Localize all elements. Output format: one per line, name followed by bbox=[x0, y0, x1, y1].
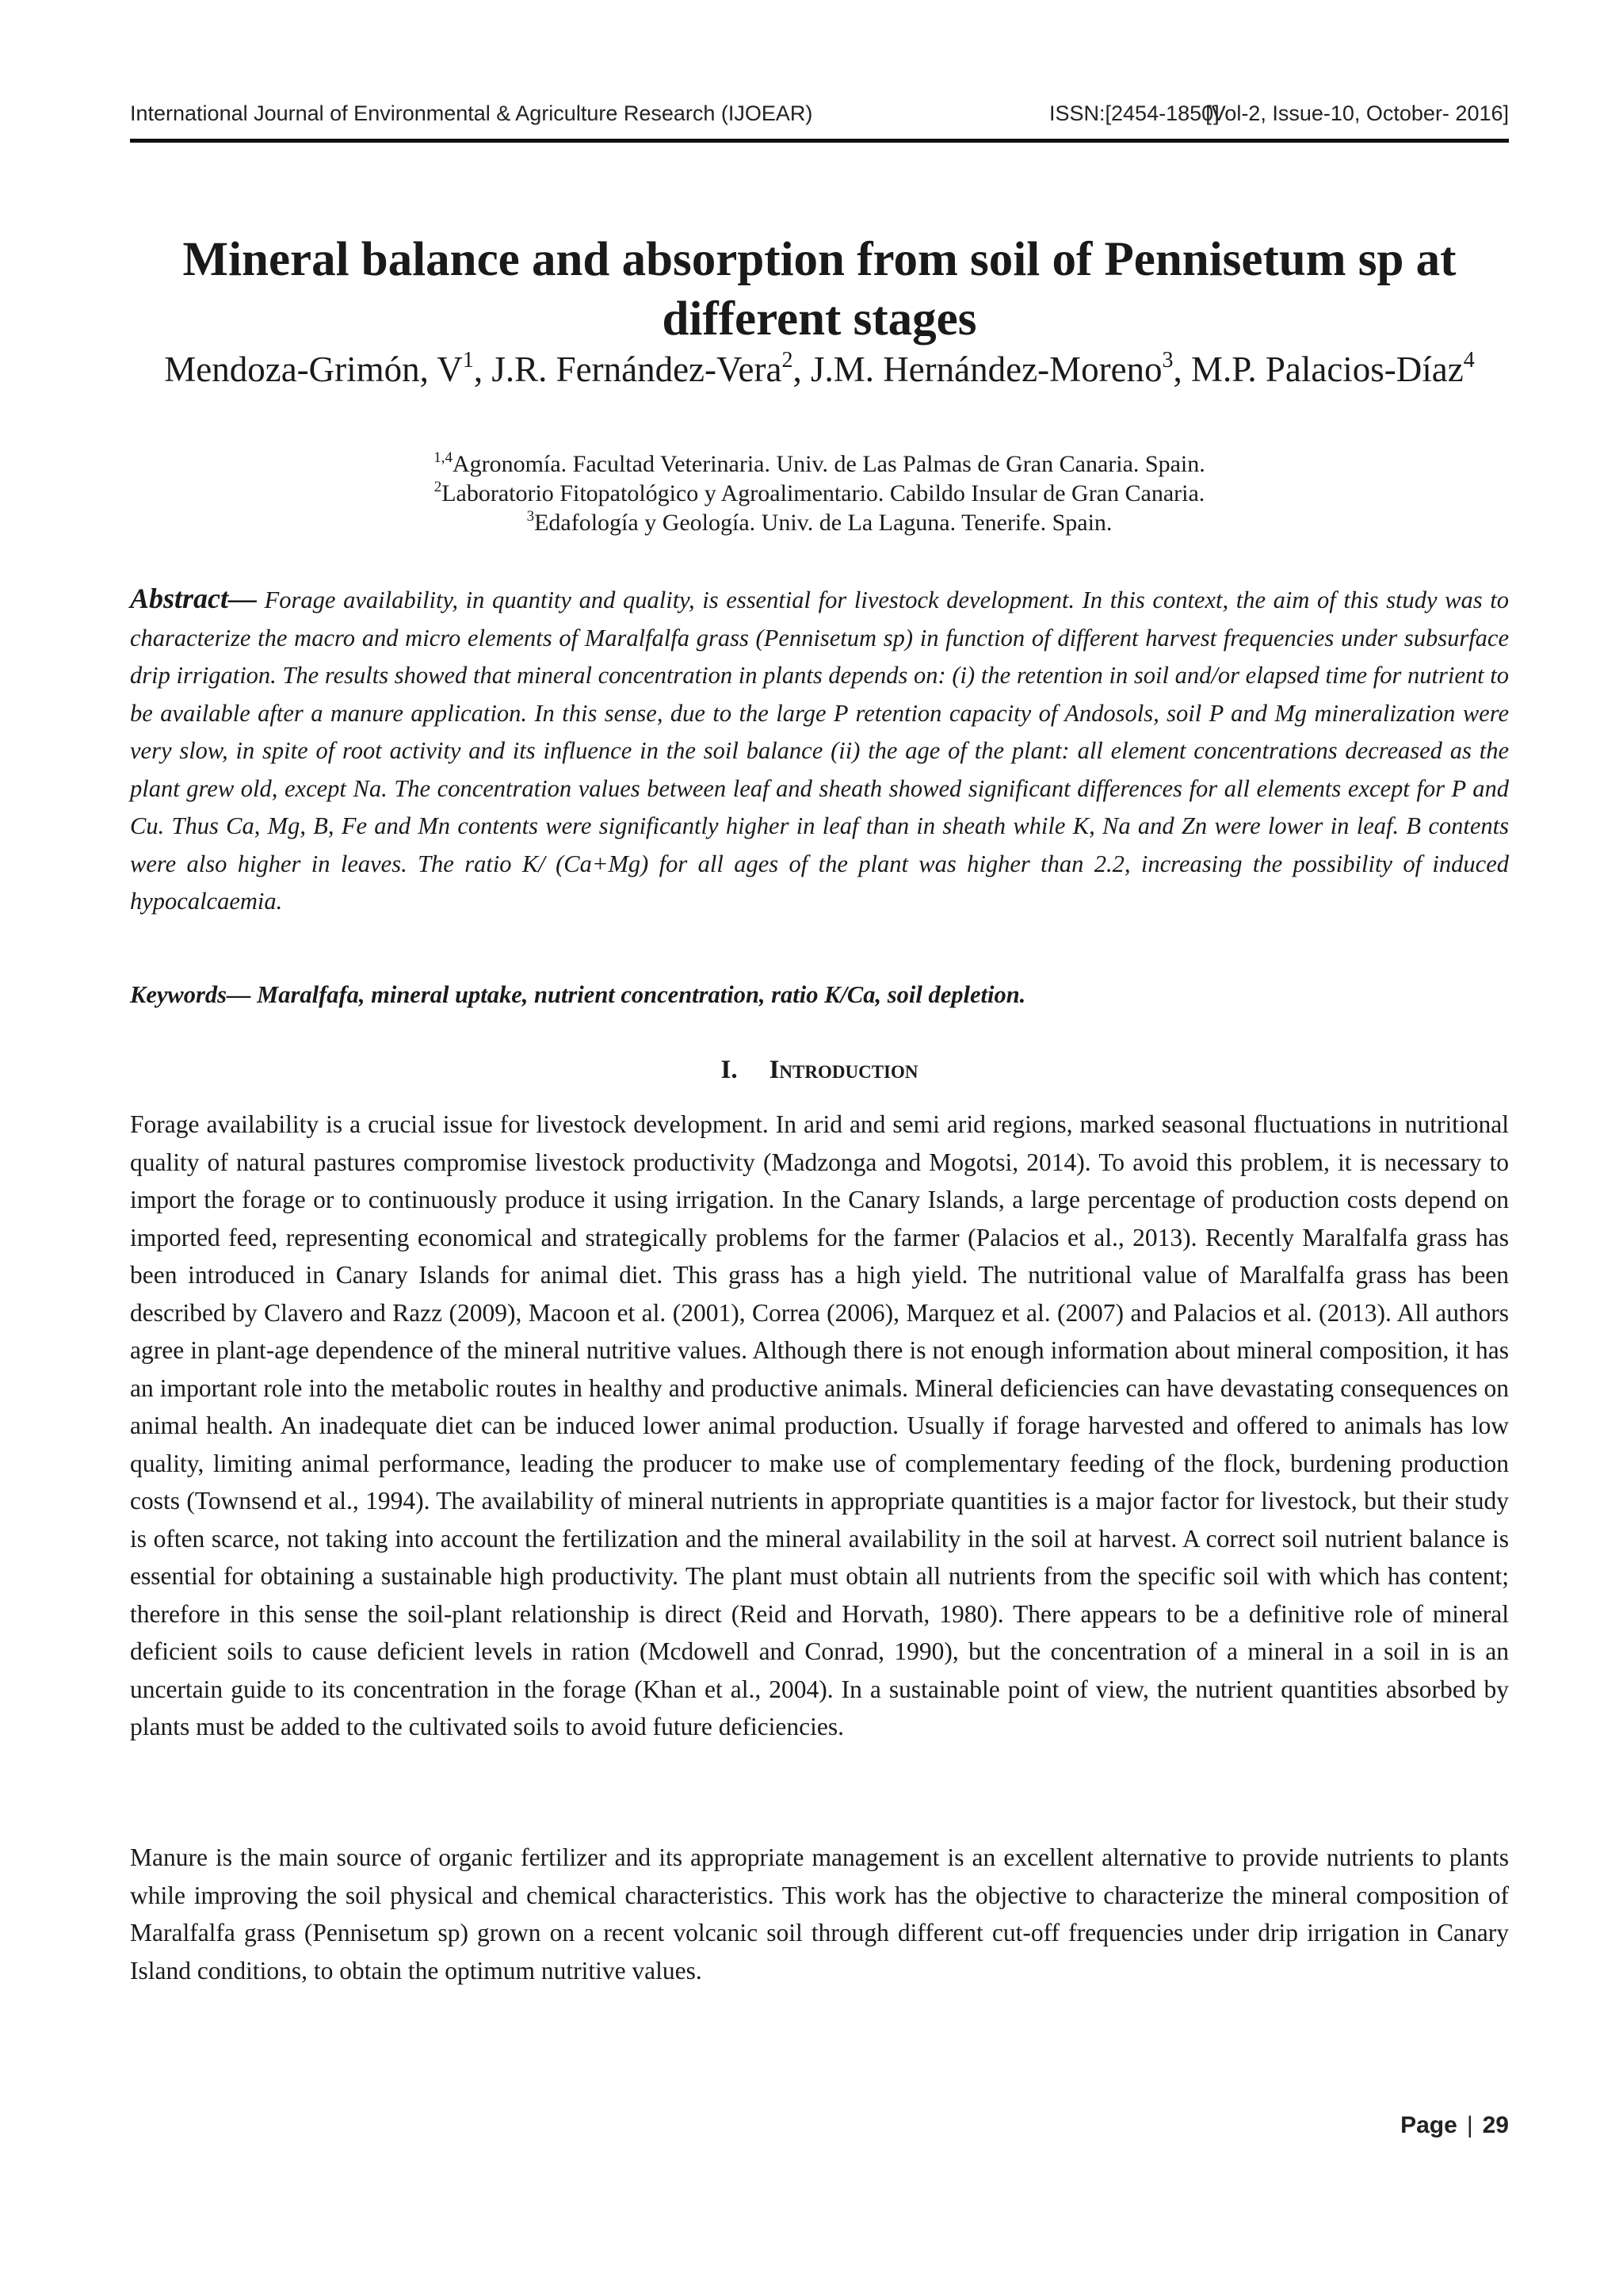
affiliation-mark: 2 bbox=[433, 479, 442, 495]
author-affiliation-mark: 3 bbox=[1162, 348, 1174, 372]
abstract bbox=[130, 580, 1509, 921]
keywords-label: Keywords bbox=[130, 981, 227, 1008]
author-affiliation-mark: 1 bbox=[462, 348, 474, 372]
header-rule bbox=[130, 139, 1509, 143]
page-separator: | bbox=[1466, 2112, 1473, 2138]
author-name: J.M. Hernández-Moreno bbox=[810, 350, 1163, 389]
section-number: I. bbox=[720, 1056, 738, 1084]
issn: ISSN:[2454-1850] bbox=[1049, 101, 1220, 125]
page-footer bbox=[1400, 2112, 1509, 2139]
page-number: 29 bbox=[1482, 2112, 1509, 2138]
keywords bbox=[130, 976, 1509, 1014]
author-affiliation-mark: 2 bbox=[781, 348, 793, 372]
author-name: Mendoza-Grimón, V bbox=[164, 350, 463, 389]
abstract-text: Forage availability, in quantity and quality, is essential for livestock development. In this context, the aim of this study was to characterize the macro and micro elements of Maralfalfa grass (Pennisetum sp) in function of different harvest frequencies under subsurface drip irrigation. The results showed that mineral concentration in plants depends on: (i) the retention in soil and/or elapsed time for nutrient to be available after a manure application. In this sense, due to the large P retention capacity of Andosols, soil P and Mg mineralization were very slow, in spite of root activity and its influence in the soil balance (ii) the age of the plant: all element concentrations decreased as the plant grew old, except Na. The concentration values between leaf and sheath showed significant differences for all elements except for P and Cu. Thus Ca, Mg, B, Fe and Mn contents were significantly higher in leaf than in sheath while K, Na and Zn were lower in leaf. B contents were also higher in leaves. The ratio K/ (Ca+Mg) for all ages of the plant was higher than 2.2, increasing the possibility of induced hypocalcaemia. bbox=[130, 586, 1510, 915]
author-name: J.R. Fernández-Vera bbox=[491, 350, 782, 389]
affiliation-mark: 1,4 bbox=[433, 449, 453, 466]
author-affiliation-mark: 4 bbox=[1463, 348, 1475, 372]
author-list: Mendoza-Grimón, $V^1$, J.R. Fernández-Vera$^2$, J.M. Hernández-Moreno$^3$, M.P. Palacios-Díaz$^4$ bbox=[164, 348, 1475, 389]
paper-title: Mineral balance and absorption from soil of Pennisetum sp at different stages bbox=[182, 233, 1457, 346]
affiliation-mark: 3 bbox=[526, 508, 535, 525]
journal-name: International Journal of Environmental & Agriculture Research (IJOEAR) bbox=[130, 101, 813, 125]
affiliation-line: $^{1,4}$Agronomía. Facultad Veterinaria. Univ. de Las Palmas de Gran Canaria. Spain. bbox=[433, 449, 1205, 477]
abstract-dash: — bbox=[228, 583, 258, 614]
author-name: M.P. Palacios-Díaz bbox=[1191, 350, 1464, 389]
abstract-label: Abstract bbox=[130, 583, 229, 614]
volume-issue: [Vol-2, Issue-10, October- 2016] bbox=[1205, 101, 1509, 125]
page-label: Page bbox=[1400, 2112, 1457, 2138]
body-paragraph: Manure is the main source of organic fertilizer and its appropriate management is an excellent alternative to provide nutrients to plants while improving the soil physical and chemical characteristics. This work has the objective to characterize the mineral composition of Maralfalfa grass (Pennisetum sp) grown on a recent volcanic soil through different cut-off frequencies under drip irrigation in Canary Island conditions, to obtain the optimum nutritive values. bbox=[130, 1843, 1509, 1985]
section-title: Introduction bbox=[769, 1056, 918, 1084]
body-paragraph: Forage availability is a crucial issue for livestock development. In arid and semi arid regions, marked seasonal fluctuations in nutritional quality of natural pastures compromise livestock productivity (Madzonga and Mogotsi, 2014). To avoid this problem, it is necessary to import the forage or to continuously produce it using irrigation. In the Canary Islands, a large percentage of production costs depend on imported feed, representing economical and strategically problems for the farmer (Palacios et al., 2013). Recently Maralfalfa grass has been introduced in Canary Islands for animal diet. This grass has a high yield. The nutritional value of Maralfalfa grass has been described by Clavero and Razz (2009), Macoon et al. (2001), Correa (2006), Marquez et al. (2007) and Palacios et al. (2013). All authors agree in plant-age dependence of the mineral nutritive values. Although there is not enough information about mineral composition, it has an important role into the metabolic routes in healthy and productive animals. Mineral deficiencies can have devastating consequences on animal health. An inadequate diet can be induced lower animal production. Usually if forage harvested and offered to animals has low quality, limiting animal performance, leading the producer to make use of complementary feeding of the flock, burdening production costs (Townsend et al., 1994). The availability of mineral nutrients in appropriate quantities is a major factor for livestock, but their study is often scarce, not taking into account the fertilization and the mineral availability in the soil at harvest. A correct soil nutrient balance is essential for obtaining a sustainable high productivity. The plant must obtain all nutrients from the specific soil with which has content; therefore in this sense the soil-plant relationship is direct (Reid and Horvath, 1980). There appears to be a definitive role of mineral deficient soils to cause deficient levels in ration (Mcdowell and Conrad, 1990), but the concentration of a mineral in a soil in is an uncertain guide to its concentration in the forage (Khan et al., 2004). In a sustainable point of view, the nutrient quantities absorbed by plants must be added to the cultivated soils to avoid future deficiencies. bbox=[130, 1110, 1509, 1740]
keywords-dash: — bbox=[227, 981, 251, 1008]
section-heading bbox=[130, 1052, 1509, 1087]
affiliation-line: $^2$Laboratorio Fitopatológico y Agroalimentario. Cabildo Insular de Gran Canaria. bbox=[433, 479, 1205, 506]
running-header bbox=[130, 97, 1509, 135]
keywords-text: Maralfafa, mineral uptake, nutrient concentration, ratio K/Ca, soil depletion. bbox=[257, 981, 1026, 1008]
affiliations bbox=[130, 449, 1509, 537]
affiliation-line: $^3$Edafología y Geología. Univ. de La Laguna. Tenerife. Spain. bbox=[526, 508, 1113, 536]
